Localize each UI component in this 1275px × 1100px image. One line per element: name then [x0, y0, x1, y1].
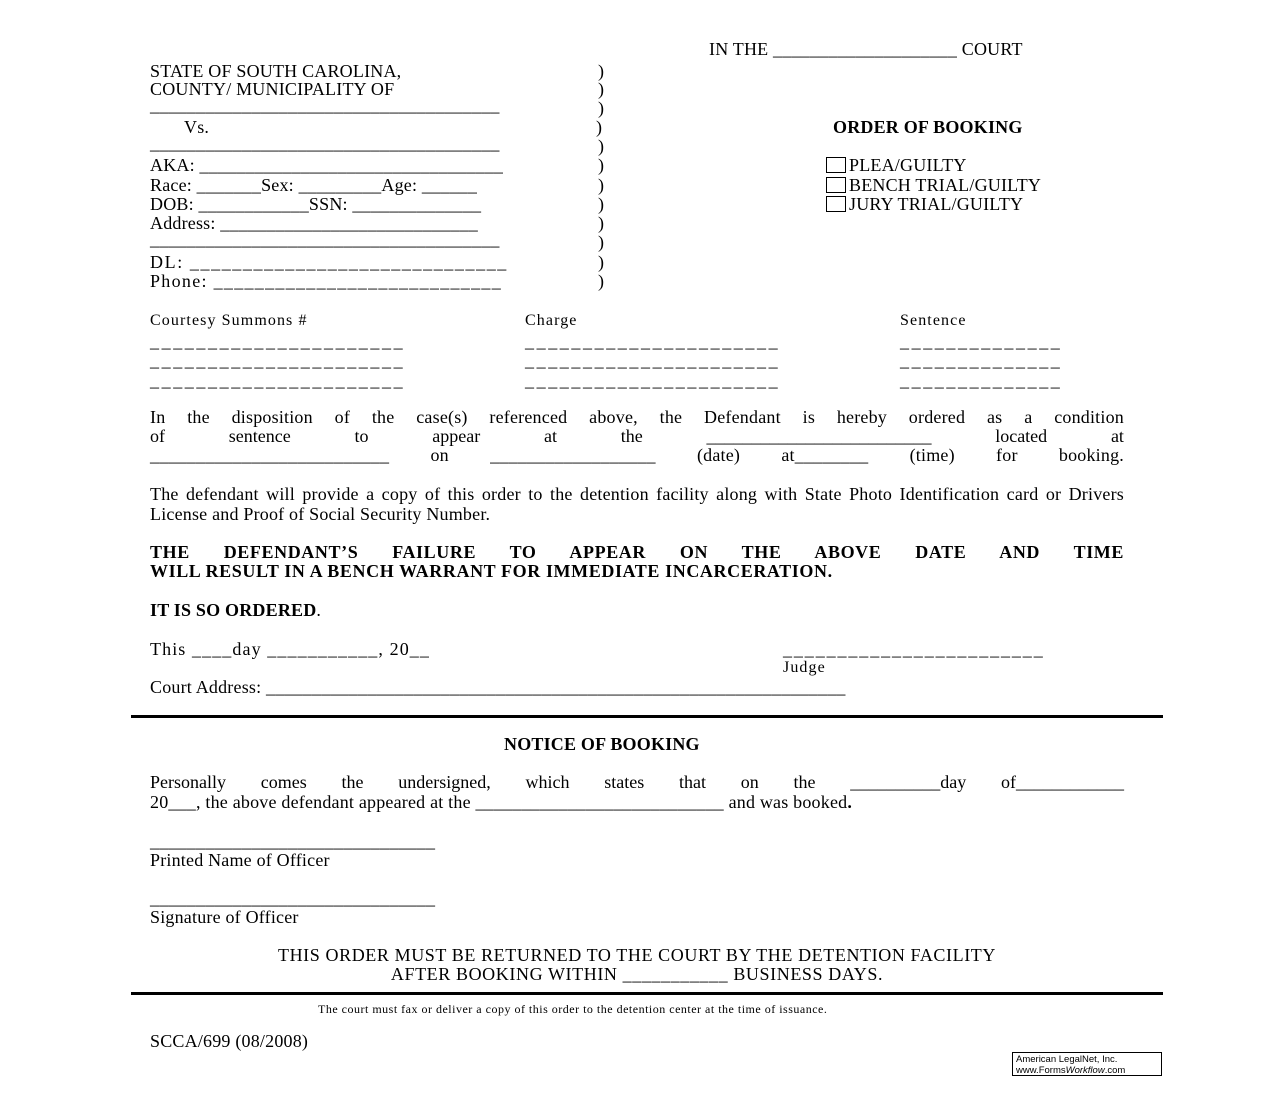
warning-line1: THE DEFENDANT’S FAILURE TO APPEAR ON THE ABOVE DATE AND TIME — [150, 542, 1124, 562]
caption-paren: ) — [598, 155, 605, 175]
notice-title: NOTICE OF BOOKING — [504, 734, 700, 754]
stamp-line2 — [1016, 1065, 1158, 1076]
caption-paren: ) — [598, 232, 605, 252]
jury-trial-checkbox[interactable] — [826, 196, 846, 212]
provide-paragraph: The defendant will provide a copy of this order to the detention facility along with State Photo Identification card or Drivers License and Proof of Social Security Number. — [150, 484, 1124, 524]
return-line1: THIS ORDER MUST BE RETURNED TO THE COURT BY THE DETENTION FACILITY — [277, 945, 997, 965]
notice-word: the — [341, 772, 364, 792]
return-line2: AFTER BOOKING WITHIN ___________ BUSINESS DAYS. — [390, 964, 884, 984]
disposition-word: of — [150, 426, 165, 446]
disposition-line2 — [150, 427, 1124, 447]
caption-paren: ) — [598, 79, 605, 99]
caption-defendant-blank: ______________________________________ — [150, 133, 500, 153]
sentence-blank: ______________ — [900, 350, 1063, 370]
plea-guilty-label: PLEA/GUILTY — [849, 155, 967, 175]
fax-note: The court must fax or deliver a copy of this order to the detention center at the time of issuance. — [318, 1002, 828, 1016]
warning-line2: WILL RESULT IN A BENCH WARRANT FOR IMMEDIATE INCARCERATION. — [150, 561, 833, 581]
notice-month-blank: of____________ — [1000, 772, 1124, 792]
disposition-line1: In the disposition of the case(s) referenced above, the Defendant is hereby ordered as a condition — [150, 407, 1124, 427]
signature-label: Signature of Officer — [150, 907, 299, 927]
disposition-line3: __________________________ on __________________ (date) at________ (time) for booking. — [150, 445, 1124, 465]
bench-trial-label: BENCH TRIAL/GUILTY — [849, 175, 1042, 195]
disposition-word: at — [543, 426, 557, 446]
disposition-word: the — [620, 426, 643, 446]
printed-name-label: Printed Name of Officer — [150, 850, 330, 870]
caption-state: STATE OF SOUTH CAROLINA, — [150, 61, 402, 81]
stamp-url-part: www.Forms — [1016, 1065, 1066, 1076]
so-ordered-period: . — [316, 600, 322, 620]
caption-race: Race: _______Sex: _________Age: ______ — [150, 175, 478, 195]
caption-county: COUNTY/ MUNICIPALITY OF — [150, 79, 395, 99]
charge-blank: ______________________ — [525, 370, 781, 390]
legalnet-stamp — [1012, 1052, 1162, 1076]
facility-blank: _________________________ — [706, 426, 932, 446]
caption-dob: DOB: ____________SSN: ______________ — [150, 194, 482, 214]
caption-dl: DL: ______________________________ — [150, 252, 508, 272]
caption-paren: ) — [596, 117, 603, 137]
bench-trial-checkbox[interactable] — [826, 177, 846, 193]
bottom-divider — [131, 992, 1163, 995]
judge-signature-blank: ________________________ — [783, 639, 1045, 659]
court-line: IN THE ____________________ COURT — [709, 39, 1023, 59]
plea-guilty-checkbox[interactable] — [826, 157, 846, 173]
notice-word: Personally — [150, 772, 226, 792]
caption-paren: ) — [598, 271, 605, 291]
notice-word: on — [740, 772, 759, 792]
caption-paren: ) — [598, 61, 605, 81]
judge-label: Judge — [783, 659, 826, 676]
caption-paren: ) — [598, 252, 605, 272]
caption-address-blank: ______________________________________ — [150, 229, 500, 249]
notice-word: comes — [260, 772, 307, 792]
date-line: This ____day ___________, 20__ — [150, 639, 430, 659]
summons-blank: ______________________ — [150, 331, 406, 351]
so-ordered — [150, 600, 321, 620]
sentence-header: Sentence — [900, 312, 967, 329]
charge-blank: ______________________ — [525, 350, 781, 370]
court-address: Court Address: _______________________________________________________________ — [150, 677, 846, 697]
signature-blank: _______________________________ — [150, 888, 436, 908]
notice-word: that — [678, 772, 706, 792]
notice-day-blank: __________day — [850, 772, 967, 792]
summons-blank: ______________________ — [150, 350, 406, 370]
disposition-word: at — [1110, 426, 1124, 446]
notice-line2-period: . — [847, 792, 853, 812]
stamp-line1: American LegalNet, Inc. — [1016, 1054, 1118, 1065]
notice-line2-text: 20___, the above defendant appeared at the ___________________________ and was booked — [150, 792, 848, 812]
caption-paren: ) — [598, 175, 605, 195]
notice-word: states — [604, 772, 645, 792]
charge-header: Charge — [525, 312, 578, 329]
notice-line2 — [150, 792, 852, 812]
stamp-url-part: .com — [1104, 1065, 1126, 1076]
notice-word: undersigned, — [398, 772, 491, 792]
caption-paren: ) — [598, 194, 605, 214]
sentence-blank: ______________ — [900, 370, 1063, 390]
form-id: SCCA/699 (08/2008) — [150, 1031, 309, 1051]
caption-vs: Vs. — [184, 117, 210, 137]
stamp-url-part: Workflow — [1065, 1065, 1105, 1076]
notice-line1 — [150, 773, 1124, 793]
so-ordered-text: IT IS SO ORDERED — [150, 600, 317, 620]
disposition-word: sentence — [228, 426, 291, 446]
caption-phone: Phone: ____________________________ — [150, 271, 503, 291]
disposition-word: appear — [432, 426, 481, 446]
caption-address: Address: ____________________________ — [150, 213, 478, 233]
caption-county-blank: ______________________________________ — [150, 95, 500, 115]
notice-word: the — [793, 772, 816, 792]
printed-name-blank: _______________________________ — [150, 831, 436, 851]
caption-paren: ) — [598, 136, 605, 156]
jury-trial-label: JURY TRIAL/GUILTY — [849, 194, 1024, 214]
section-divider — [131, 715, 1163, 718]
order-title: ORDER OF BOOKING — [833, 117, 1023, 137]
charge-blank: ______________________ — [525, 331, 781, 351]
disposition-word: located — [995, 426, 1048, 446]
caption-paren: ) — [598, 213, 605, 233]
summons-blank: ______________________ — [150, 370, 406, 390]
notice-word: which — [525, 772, 570, 792]
sentence-blank: ______________ — [900, 331, 1063, 351]
caption-aka: AKA: _________________________________ — [150, 155, 504, 175]
caption-paren: ) — [598, 98, 605, 118]
disposition-word: to — [354, 426, 369, 446]
summons-header: Courtesy Summons # — [150, 312, 308, 329]
